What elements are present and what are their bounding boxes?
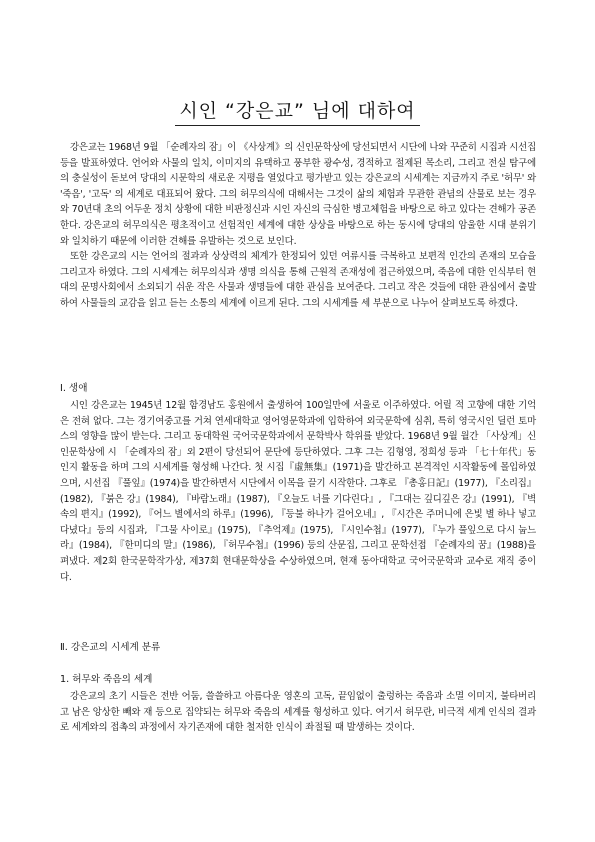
intro-paragraph-1: 강은교는 1968년 9월 「순례자의 잠」이 《사상계》의 신인문학상에 당선되면서 시단에 나와 꾸준히 시집과 시선집 등을 발표하였다. 언어와 사물의 일치, 이미지의 유택하고 풍부한 광수성, 경적하고 절제된 목소리, 그리고 전실 탐구에의 충실성이 돋보여 당대의 시문학의 새로운 지평을 열었다고 평가받고 있는 강은교의 시세계는 지금까지 주로 '허무' 와 '죽음', '고독' 의 세계로 대표되어 왔다. 그의 허무의식에 대해서는 그것이 삶의 체험과 무관한 관념의 산물로 보는 경우와 70년대 초의 어두운 정치 상황에 대한 비판정신과 시인 자신의 극심한 병고체험을 바탕으로 하고 있다는 견해가 공존한다. 강은교의 허무의식은 평초적이고 선험적인 세계에 대한 상상을 바탕으로 하는 동시에 당대의 암울한 시대 분위기와 일치하기 때문에 이러한 견해를 유발하는 것으로 보인다.: [60, 142, 536, 247]
document-title-wrap: [0, 96, 595, 126]
intro-paragraph-2: 또한 강은교의 시는 언어의 절과과 상상력의 체계가 한정되어 있던 여류시를 극복하고 보편적 인간의 존재의 모습을 그리고자 하였다. 그의 시세계는 허무의식과 생명 의식을 통해 근원적 존재성에 접근하였으며, 죽음에 대한 인식부터 현대의 문명사회에서 소외되기 쉬운 작은 사물과 생명들에 대한 관심을 보여준다. 그리고 작은 것들에 대한 관심에서 출발하여 사물들의 교감을 읽고 듣는 소통의 세계에 이르게 된다. 그의 시세계를 세 부분으로 나누어 살펴보도록 하겠다.: [60, 251, 536, 309]
intro-section: [60, 140, 536, 312]
section-2-subheading: 1. 허무와 죽음의 세계: [60, 674, 153, 685]
section-1-heading: Ⅰ. 생애: [60, 383, 88, 394]
section-1-body: [60, 398, 536, 585]
section-2-body: [60, 689, 536, 736]
section-1-paragraph: 시인 강은교는 1945년 12월 함경남도 홍원에서 출생하여 100일만에 서울로 이주하였다. 어릴 적 고향에 대한 기억은 전혀 없다. 그는 경기여중고를 거쳐 연세대학교 영어영문학과에 입학하여 외국문학에 심취, 특히 영국시인 딜런 토마스의 영향을 많이 받는다. 그리고 동대학원 국어국문학과에서 문학박사 학위를 받았다. 1968년 9월 월간 「사상계」신인문학상에 시 「순례자의 잠」외 2편이 당선되어 문단에 등단하였다. 그후 그는 김형영, 정희성 등과 「七十年代」동인지 활동을 하며 그의 시세계를 형성해 나간다. 첫 시집『虛無集』(1971)을 발간하고 본격적인 시작활동에 몰입하였으며, 시선집 『풀잎』(1974)을 발간하면서 시단에서 이목을 끌기 시작한다. 그후로 『총홍日記』(1977), 『소리집』(1982), 『붉은 강』(1984), 『바람노래』(1987), 『오늘도 너를 기다린다』, 『그대는 깊디깊은 강』(1991), 『벽 속의 편지』(1992), 『어느 별에서의 하루』(1996), 『등불 하나가 걸어오네』, 『시간은 주머니에 은빛 별 하나 넣고 다녔다』등의 시집과, 『그물 사이로』(1975), 『추억제』(1975), 『시인수첩』(1977), 『누가 풀잎으로 다시 눕느라』(1984), 『한미디의 말』(1986), 『허무수첩』(1996) 등의 산문집, 그리고 문학선접 『순례자의 꿈』(1988)을 펴냈다. 제2회 한국문학작가상, 제37회 현대문학상을 수상하였으며, 현재 동아대학교 국어국문학과 교수로 재직 중이다.: [60, 400, 536, 583]
document-title: 시인 “강은교” 님에 대하여: [175, 96, 419, 126]
section-2-paragraph: 강은교의 초기 시들은 전반 어둠, 쓸쓸하고 아름다운 영혼의 고독, 끝임없이 출렁하는 죽음과 소멸 이미지, 불타버리고 남은 앙상한 빼와 재 등으로 집약되는 허무와 죽음의 세계를 형성하고 있다. 여기서 허무란, 비극적 세계 인식의 결과로 세계와의 접촉의 과정에서 자기존재에 대한 철저한 인식이 좌절될 때 발생하는 것이다.: [60, 691, 536, 734]
section-2-heading: Ⅱ. 강은교의 시세계 분류: [60, 642, 161, 653]
